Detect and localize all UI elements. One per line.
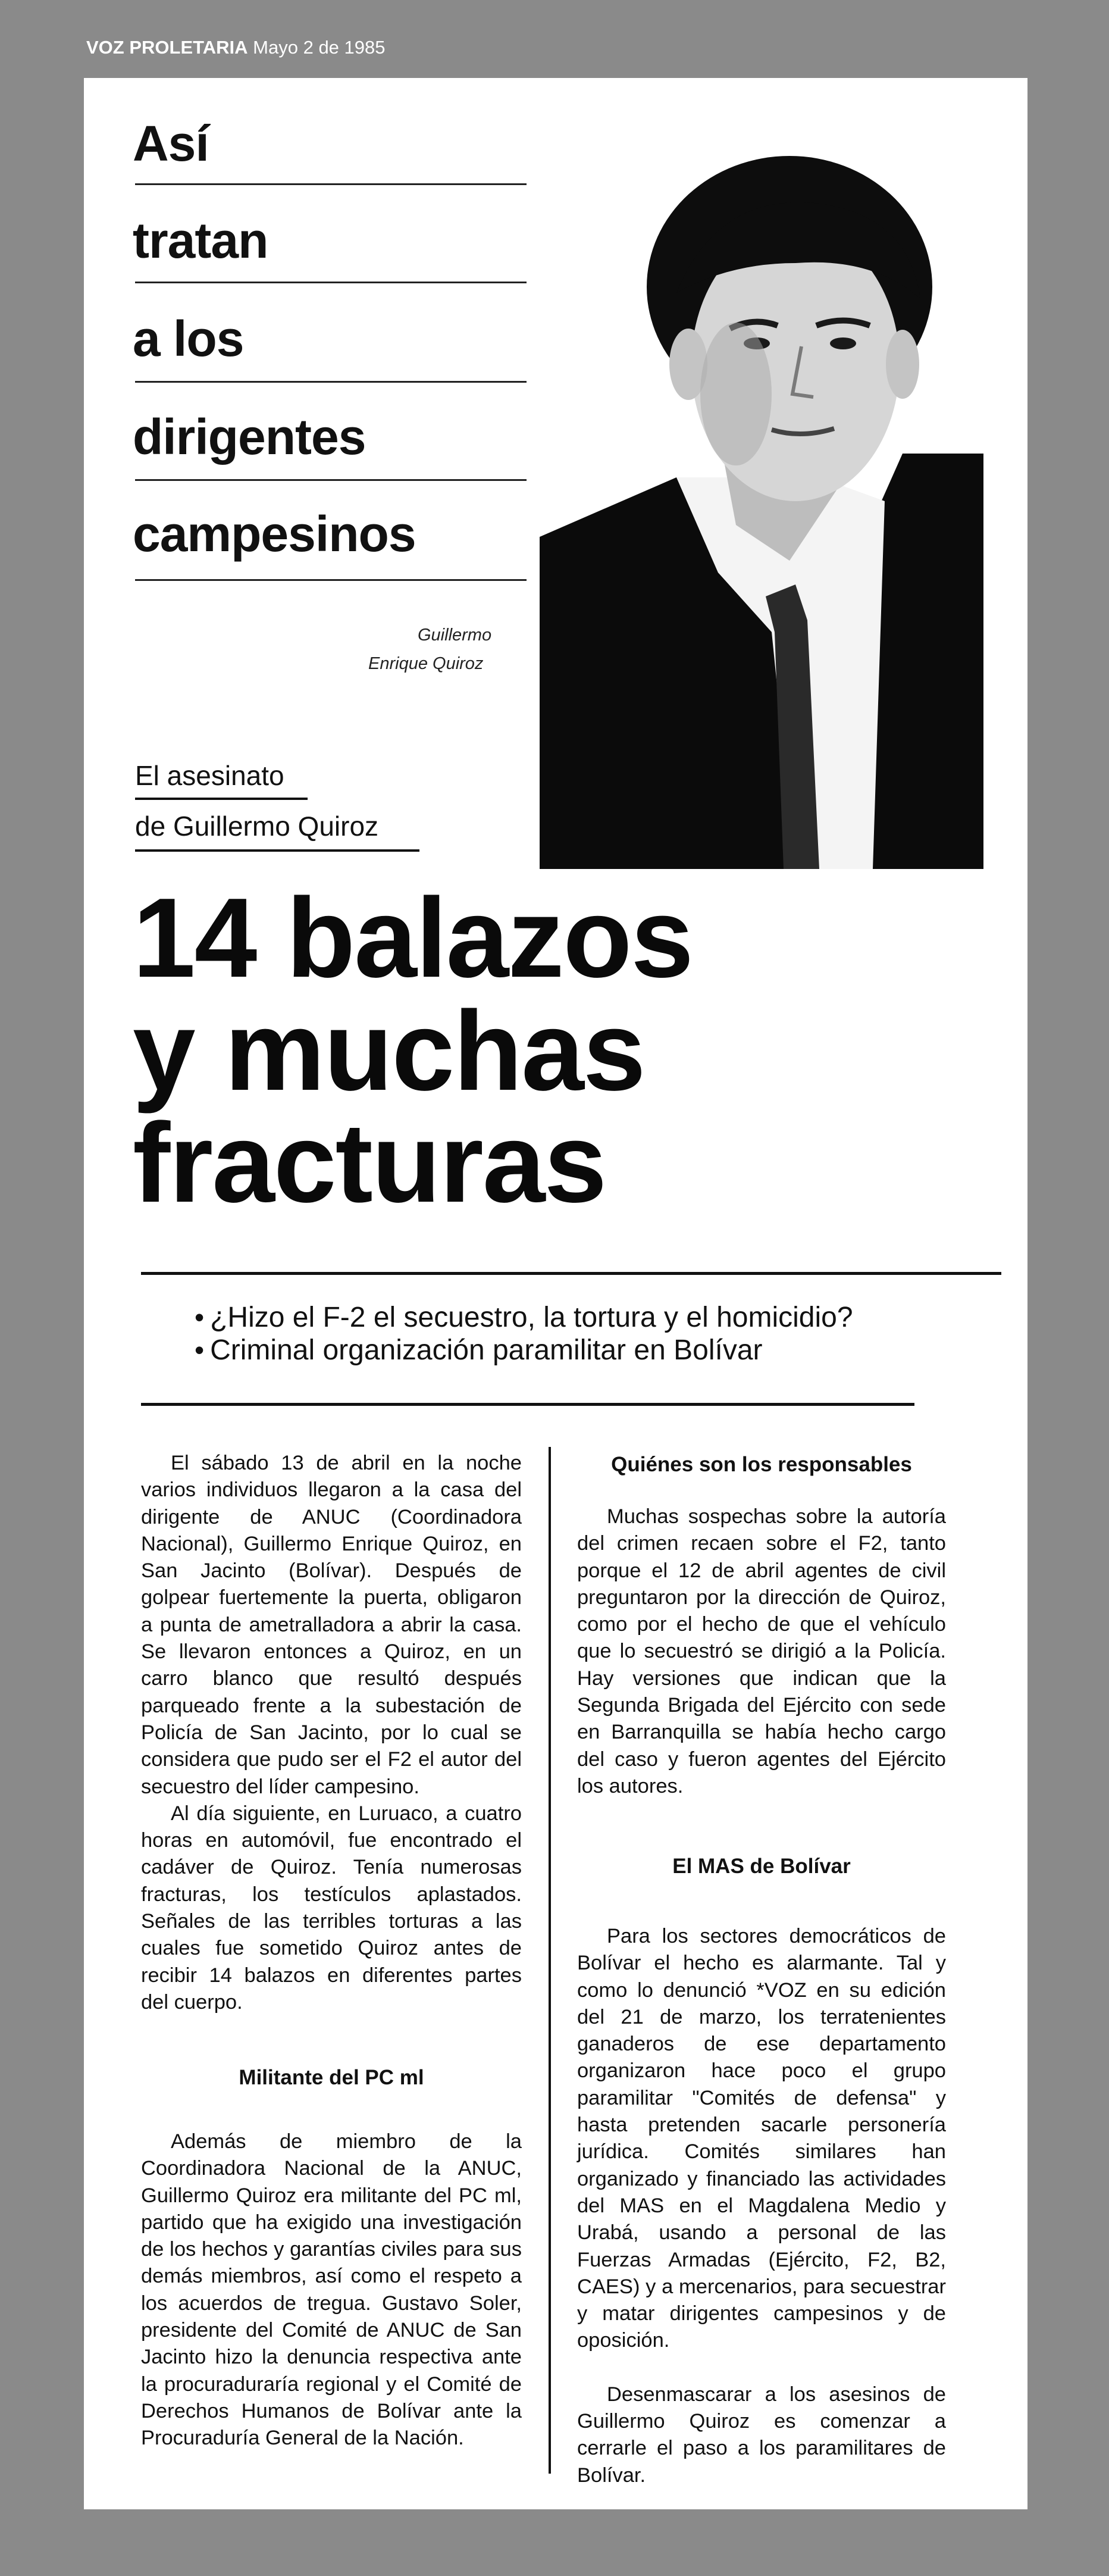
title-line3: fracturas xyxy=(133,1100,606,1226)
page-header xyxy=(86,37,386,58)
headline-rule xyxy=(135,282,527,283)
photo-caption-line1: Guillermo xyxy=(418,626,492,645)
right-column-bottom xyxy=(577,1923,946,2489)
photo-caption-line2: Enrique Quiroz xyxy=(368,654,484,673)
portrait-illustration xyxy=(540,144,983,869)
headline-rule xyxy=(135,479,527,481)
headline-word-1: Así xyxy=(133,115,209,171)
headline-rule xyxy=(135,579,527,581)
paragraph: Desenmascarar a los asesinos de Guillermo Quiroz es comenzar a cerrarle el paso a los paramilitares de Bolívar. xyxy=(577,2383,946,2487)
portrait-photo xyxy=(540,144,983,869)
subhead-responsables: Quiénes son los responsables xyxy=(611,1453,912,1476)
column-divider xyxy=(549,1447,551,2474)
paragraph: Para los sectores democráticos de Bolívar el hecho es alarmante. Tal y como lo denunció *VOZ en su edición del 21 de marzo, los terratenientes ganaderos de ese departamento organizaron hace poco el grupo paramilitar "Comités de defensa" y hasta pretenden sacarle personería jurídica. Comités similares han organizado y financiado las actividades del MAS en el Magdalena Medio y Urabá, usando a personal de las Fuerzas Armadas (Ejército, F2, B2, CAES) y a mercenarios, para secuestrar y matar dirigentes campesinos y de oposición. xyxy=(577,1925,946,2352)
headline-word-4: dirigentes xyxy=(133,409,366,465)
newspaper-clipping xyxy=(84,78,1027,2509)
bullet-item-2: • Criminal organización paramilitar en Bolívar xyxy=(195,1334,763,1366)
kicker-line2: de Guillermo Quiroz xyxy=(135,811,379,842)
left-column-bottom xyxy=(141,2128,522,2452)
kicker-underline xyxy=(135,798,308,800)
kicker-line1: El asesinato xyxy=(135,760,284,791)
bullet-text: Criminal organización paramilitar en Bolívar xyxy=(210,1334,763,1366)
title-line2: y muchas xyxy=(133,988,645,1114)
left-column-top xyxy=(141,1450,522,2016)
headline-word-5: campesinos xyxy=(133,506,416,562)
headline-rule xyxy=(135,183,527,185)
headline-rule xyxy=(135,381,527,383)
paragraph: Al día siguiente, en Luruaco, a cuatro horas en automóvil, fue encontrado el cadáver de Quiroz. Tenía numerosas fracturas, los testículos aplastados. Señales de las terribles torturas a las cuales fue sometido Quiroz antes de recibir 14 balazos en diferentes partes del cuerpo. xyxy=(141,1802,522,2014)
bullets-rule xyxy=(141,1403,914,1406)
kicker-underline xyxy=(135,849,419,852)
paragraph: Muchas sospechas sobre la autoría del crimen recaen sobre el F2, tanto porque el 12 de abril agentes de civil preguntaron por la dirección de Quiroz, como por el hecho de que el vehículo que lo secuestró se dirigió a la Policía. Hay versiones que indican que la Segunda Brigada del Ejército con sede en Barranquilla se había hecho cargo del caso y fueron agentes del Ejército los autores. xyxy=(577,1505,946,1797)
publication-date: Mayo 2 de 1985 xyxy=(253,37,386,58)
subhead-mas: El MAS de Bolívar xyxy=(672,1855,851,1878)
bullet-item-1: • ¿Hizo el F-2 el secuestro, la tortura y el homicidio? xyxy=(195,1302,853,1333)
paragraph: El sábado 13 de abril en la noche varios individuos llegaron a la casa del dirigente de ANUC (Coordinadora Nacional), Guillermo Enrique Quiroz, en San Jacinto (Bolívar). Después de golpear fuertemente la puerta, obligaron a punta de ametralladora a abrir la casa. Se llevaron entonces a Quiroz, en un carro blanco que resultó después parqueado frente a la subestación de Policía de San Jacinto, por lo cual se considera que pudo ser el F2 el autor del secuestro del líder campesino. xyxy=(141,1452,522,1798)
headline-word-2: tratan xyxy=(133,212,268,268)
subhead-militante: Militante del PC ml xyxy=(239,2066,424,2089)
bullet-text: ¿Hizo el F-2 el secuestro, la tortura y el homicidio? xyxy=(210,1302,853,1333)
title-rule xyxy=(141,1272,1001,1275)
right-column-top xyxy=(577,1503,946,1800)
title-line1: 14 balazos xyxy=(133,875,693,1001)
publication-name: VOZ PROLETARIA xyxy=(86,37,248,58)
paragraph: Además de miembro de la Coordinadora Nacional de la ANUC, Guillermo Quiroz era militante del PC ml, partido que ha exigido una investigación de los hechos y garantías civiles para sus demás miembros, así como el respeto a los acuerdos de tregua. Gustavo Soler, presidente del Comité de ANUC de San Jacinto hizo la denuncia respectiva ante la procuraduraría regional y el Comité de Derechos Humanos de Bolívar ante la Procuraduría General de la Nación. xyxy=(141,2130,522,2450)
headline-word-3: a los xyxy=(133,311,244,367)
